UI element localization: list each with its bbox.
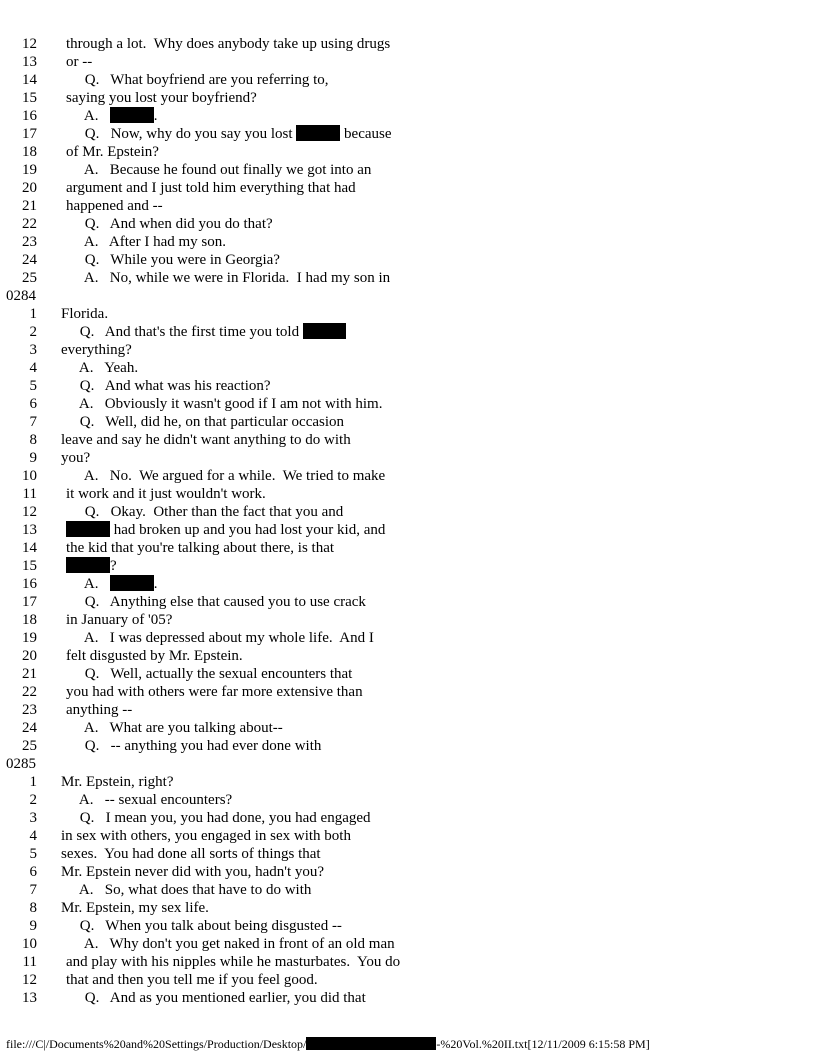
line-number: 2	[29, 324, 37, 340]
transcript-line	[0, 701, 816, 719]
line-text: A. What are you talking about--	[66, 720, 283, 736]
transcript-line	[0, 737, 816, 755]
line-text: of Mr. Epstein?	[66, 144, 159, 160]
line-number: 23	[22, 234, 37, 250]
line-text: everything?	[61, 342, 132, 358]
line-number: 12	[22, 504, 37, 520]
line-text: you had with others were far more extensive than	[66, 684, 363, 700]
line-number: 24	[22, 720, 37, 736]
line-number: 19	[22, 162, 37, 178]
line-text: anything --	[66, 702, 133, 718]
line-text: in sex with others, you engaged in sex with both	[61, 828, 351, 844]
file-path-footer	[6, 1037, 650, 1052]
line-text: Mr. Epstein, my sex life.	[61, 900, 209, 916]
line-number: 7	[29, 414, 37, 430]
line-number: 20	[22, 180, 37, 196]
line-text: Q. I mean you, you had done, you had engaged	[61, 810, 371, 826]
line-number: 20	[22, 648, 37, 664]
footer-path-suffix: -%20Vol.%20II.txt[12/11/2009 6:15:58 PM]	[436, 1037, 650, 1051]
transcript-line	[0, 395, 816, 413]
transcript-line	[0, 521, 816, 539]
line-text: A. Because he found out finally we got into an	[66, 162, 372, 178]
transcript-line	[0, 935, 816, 953]
transcript-line	[0, 269, 816, 287]
line-number: 1	[29, 306, 37, 322]
line-number: 10	[22, 936, 37, 952]
transcript-line	[0, 215, 816, 233]
transcript-line	[0, 539, 816, 557]
line-text: A. Why don't you get naked in front of an old man	[66, 936, 395, 952]
line-number: 9	[29, 918, 37, 934]
line-number: 23	[22, 702, 37, 718]
line-number: 18	[22, 612, 37, 628]
line-number: 21	[22, 666, 37, 682]
redaction-block	[110, 107, 154, 123]
transcript-line	[0, 845, 816, 863]
redaction-block	[303, 323, 346, 339]
line-text: Q. Anything else that caused you to use crack	[66, 594, 366, 610]
line-number: 13	[22, 522, 37, 538]
redaction-block	[66, 521, 110, 537]
line-number: 17	[22, 594, 37, 610]
redaction-block	[296, 125, 340, 141]
transcript-line	[0, 575, 816, 593]
line-text: Mr. Epstein, right?	[61, 774, 174, 790]
line-text: Q. While you were in Georgia?	[66, 252, 280, 268]
transcript-line	[0, 881, 816, 899]
line-text: argument and I just told him everything that had	[66, 180, 356, 196]
transcript-line	[0, 197, 816, 215]
page-marker-row	[0, 755, 816, 773]
line-number: 2	[29, 792, 37, 808]
page-number: 0284	[6, 288, 36, 304]
line-text: A. Yeah.	[61, 360, 139, 376]
line-text: A. .	[66, 576, 158, 592]
line-number: 16	[22, 108, 37, 124]
line-text: sexes. You had done all sorts of things that	[61, 846, 321, 862]
transcript-line	[0, 899, 816, 917]
transcript-line	[0, 359, 816, 377]
line-text: had broken up and you had lost your kid, and	[66, 521, 385, 539]
transcript-line	[0, 989, 816, 1007]
line-number: 1	[29, 774, 37, 790]
line-text: the kid that you're talking about there, is that	[66, 540, 335, 556]
line-text: Q. And that's the first time you told	[61, 323, 346, 341]
line-number: 15	[22, 90, 37, 106]
line-number: 21	[22, 198, 37, 214]
transcript-line	[0, 71, 816, 89]
line-text: or --	[66, 54, 93, 70]
line-number: 13	[22, 990, 37, 1006]
line-text: you?	[61, 450, 91, 466]
transcript-line	[0, 485, 816, 503]
line-text: A. So, what does that have to do with	[61, 882, 312, 898]
transcript-line	[0, 611, 816, 629]
transcript-body	[0, 35, 816, 1007]
line-number: 11	[22, 954, 37, 970]
transcript-line	[0, 305, 816, 323]
line-text: A. -- sexual encounters?	[61, 792, 233, 808]
line-text: A. I was depressed about my whole life. And I	[66, 630, 374, 646]
transcript-line	[0, 341, 816, 359]
transcript-line	[0, 35, 816, 53]
line-text: Florida.	[61, 306, 109, 322]
transcript-line	[0, 953, 816, 971]
line-text: saying you lost your boyfriend?	[66, 90, 257, 106]
line-number: 7	[29, 882, 37, 898]
transcript-line	[0, 971, 816, 989]
line-number: 24	[22, 252, 37, 268]
transcript-line	[0, 125, 816, 143]
line-number: 5	[29, 846, 37, 862]
redaction-block	[66, 557, 110, 573]
page-marker-row	[0, 287, 816, 305]
transcript-line	[0, 683, 816, 701]
footer-path-prefix: file:///C|/Documents%20and%20Settings/Production/Desktop/	[6, 1037, 307, 1051]
line-text: Q. Okay. Other than the fact that you and	[66, 504, 344, 520]
line-text: it work and it just wouldn't work.	[66, 486, 266, 502]
line-number: 22	[22, 684, 37, 700]
transcript-line	[0, 503, 816, 521]
line-number: 6	[29, 396, 37, 412]
transcript-line	[0, 827, 816, 845]
transcript-line	[0, 809, 816, 827]
line-number: 9	[29, 450, 37, 466]
transcript-line	[0, 323, 816, 341]
line-text: Q. When you talk about being disgusted --	[61, 918, 342, 934]
line-text: Q. Well, actually the sexual encounters that	[66, 666, 353, 682]
transcript-line	[0, 233, 816, 251]
line-text: happened and --	[66, 198, 163, 214]
line-number: 16	[22, 576, 37, 592]
line-number: 25	[22, 738, 37, 754]
footer-redaction	[306, 1037, 436, 1050]
transcript-line	[0, 917, 816, 935]
line-text: in January of '05?	[66, 612, 173, 628]
line-number: 14	[22, 540, 37, 556]
transcript-line	[0, 251, 816, 269]
line-number: 12	[22, 36, 37, 52]
transcript-line	[0, 53, 816, 71]
line-text: leave and say he didn't want anything to do with	[61, 432, 351, 448]
line-number: 3	[29, 342, 37, 358]
line-number: 12	[22, 972, 37, 988]
line-text: and play with his nipples while he masturbates. You do	[66, 954, 401, 970]
line-number: 13	[22, 54, 37, 70]
line-text: Q. Well, did he, on that particular occasion	[61, 414, 345, 430]
transcript-line	[0, 107, 816, 125]
transcript-line	[0, 593, 816, 611]
line-number: 17	[22, 126, 37, 142]
line-number: 10	[22, 468, 37, 484]
line-number: 22	[22, 216, 37, 232]
line-text: felt disgusted by Mr. Epstein.	[66, 648, 243, 664]
line-number: 18	[22, 144, 37, 160]
transcript-line	[0, 89, 816, 107]
line-text: ?	[66, 557, 117, 575]
line-text: Q. -- anything you had ever done with	[66, 738, 322, 754]
transcript-line	[0, 773, 816, 791]
line-text: A. After I had my son.	[66, 234, 226, 250]
transcript-line	[0, 791, 816, 809]
line-text: Q. And as you mentioned earlier, you did that	[66, 990, 366, 1006]
line-number: 14	[22, 72, 37, 88]
line-number: 5	[29, 378, 37, 394]
transcript-line	[0, 719, 816, 737]
line-number: 19	[22, 630, 37, 646]
line-text: A. Obviously it wasn't good if I am not with him.	[61, 396, 383, 412]
transcript-line	[0, 161, 816, 179]
page-number: 0285	[6, 756, 36, 772]
transcript-line	[0, 449, 816, 467]
line-number: 11	[22, 486, 37, 502]
line-number: 25	[22, 270, 37, 286]
line-text: A. No, while we were in Florida. I had my son in	[66, 270, 391, 286]
line-number: 8	[29, 432, 37, 448]
transcript-line	[0, 629, 816, 647]
transcript-line	[0, 413, 816, 431]
line-text: A. .	[66, 108, 158, 124]
line-text: Q. And what was his reaction?	[61, 378, 271, 394]
line-text: through a lot. Why does anybody take up using drugs	[66, 36, 391, 52]
line-number: 4	[29, 828, 37, 844]
transcript-line	[0, 647, 816, 665]
redaction-block	[110, 575, 154, 591]
line-text: A. No. We argued for a while. We tried to make	[66, 468, 386, 484]
transcript-line	[0, 143, 816, 161]
transcript-line	[0, 863, 816, 881]
transcript-line	[0, 431, 816, 449]
line-text: Q. Now, why do you say you lost because	[66, 126, 392, 142]
line-number: 3	[29, 810, 37, 826]
line-number: 6	[29, 864, 37, 880]
line-text: Q. And when did you do that?	[66, 216, 273, 232]
transcript-line	[0, 557, 816, 575]
line-number: 8	[29, 900, 37, 916]
transcript-line	[0, 665, 816, 683]
line-number: 15	[22, 558, 37, 574]
line-number: 4	[29, 360, 37, 376]
line-text: Q. What boyfriend are you referring to,	[66, 72, 329, 88]
transcript-line	[0, 377, 816, 395]
transcript-line	[0, 467, 816, 485]
transcript-line	[0, 179, 816, 197]
line-text: that and then you tell me if you feel good.	[66, 972, 318, 988]
line-text: Mr. Epstein never did with you, hadn't you?	[61, 864, 325, 880]
